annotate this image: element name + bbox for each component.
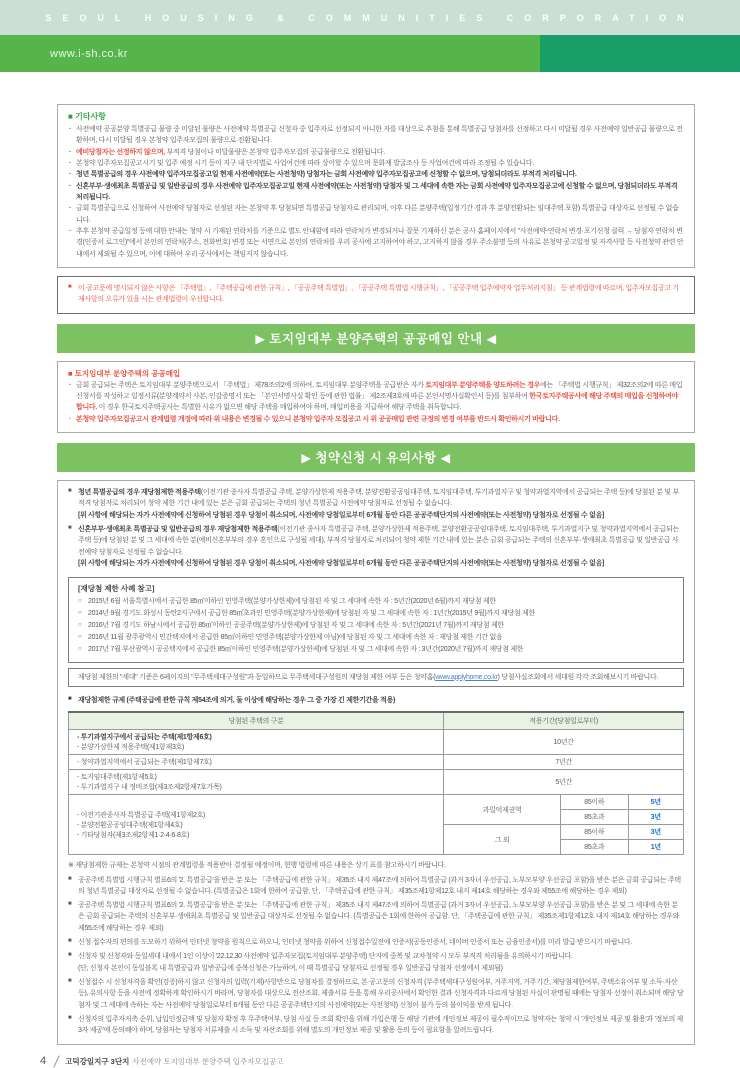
household-note-box [68, 668, 684, 687]
table-cell-period: 5년간 [444, 770, 684, 795]
table-header-category: 당첨된 주택의 구분 [69, 712, 444, 730]
table-cell-size: 85이하 [561, 795, 629, 810]
etc-section-title: ■ 기타사항 [68, 112, 106, 121]
pp-b1-part3: 이 경우 한국토지주택공사는 특별한 사유가 없으면 해당 주택을 매입하여야 하며, 매입비용을 지급하여 해당 주택을 취득합니다. [97, 404, 462, 412]
table-cell-value: 5년 [628, 795, 683, 810]
youth-restriction-rest: (이전기관 종사자 특별공급 주택, 분양가상한제 적용주택, 분양전환공공임대주택, 토지임대주택, 투기과열지구 및 청약과열지역에서 공급되는 주택 등)에 당첨된 분 및 부적격 당첨자로 처리되어 청약 제한 기간 내에 있는 분은 금회 공급되는 주택의 청년 특별공급 사전예약 당첨자로 선정될 수 없습니다. [78, 488, 679, 508]
newlywed-restriction-bullet [68, 524, 684, 558]
table-cell-period: 7년간 [444, 755, 684, 770]
restriction-case-title: [재당첨 제한 사례 참고] [78, 584, 155, 594]
youth-restriction-lead: 청년 특별공급의 경우 재당첨제한 적용주택 [78, 488, 201, 496]
restriction-case-item: ○ 2017년 7월 부산광역시 공공택지에서 공급한 85㎡이하인 민영주택(분양가상한제)에 당첨된 자 및 그 세대에 속한 자 : 3년간(2020년 7월)까지 재당첨 제한 [78, 644, 674, 656]
footer-doc-subtitle: 사전예약 토지임대부 분양주택 입주자모집공고 [132, 1056, 284, 1066]
corporation-name: SEOUL HOUSING & COMMUNITIES CORPORATION [45, 12, 695, 23]
newlywed-restriction-lead: 신혼부부·생애최초 특별공급 및 일반공급의 경우 재당첨제한 적용주택 [78, 525, 278, 533]
duplicate-application-bullet: ■ 신청자 및 신청자와 동일세대 내에서 1인 이상이 '22.12.30 사전예약 입주자모집(토지임대부 분양주택) 단지에 중복 및 교차청약 시 모두 부적격 처리됨을 유의하시기 바랍니다. [68, 951, 684, 962]
restriction-case-item: ○ 2016년 7월 경기도 하남시에서 공급한 85㎡이하인 공공주택(분양가상한제)에 당첨된 자 및 그 세대에 속한 자 : 5년간(2021년 7월)까지 재당첨 제한 [78, 620, 674, 632]
newlywed-restriction-sub: [위 사항에 해당되는 자가 사전예약에 신청하여 당첨된 경우 당첨이 취소되며, 사전예약 당첨일로부터 6개월 동안 다른 공공주택단지의 사전예약(또는 사전청약) 당첨자로 선정될 수 없음] [78, 559, 605, 567]
special-supply-youth-bullet: ■ 공공주택 특별법 시행규칙 별표6의 '2. 특별공급'을 받은 분 또는 「주택공급에 관한 규칙」 제35조 내지 제47조에 의하여 특별공급 (과거 3자녀 우선공급, 노부모부양 우선공급 포함)을 받은 분은 금회 공급되는 주택의 청년 특별공급 대상자로 선정될 수 없습니다. (특별공급은 1회에 한하여 공급함. 단, 「주택공급에 관한 규칙」 제35조제1항제12호 내지 제14호 해당하는 경우와 제55조에 해당하는 경우 제외) [68, 875, 684, 898]
table-row [69, 795, 684, 810]
table-cell-size: 85초과 [561, 810, 629, 825]
table-line: - 분양전환공공임대주택(제1항제4호) [77, 821, 183, 829]
special-supply-newlywed-bullet: ■ 공공주택 특별법 시행규칙 별표6의 '2. 특별공급'을 받은 분 또는 「주택공급에 관한 규칙」 제35조 내지 제47조에 의하여 특별공급 (과거 3자녀 우선공급, 노부모부양 우선공급 포함)을 받은 분 및 그 세대에 속한 분은 금회 공급되는 주택의 신혼부부·생애최초 특별공급 및 일반공급 대상자로 선정될 수 없습니다. (특별공급은 1회에 한하여 공급함. 단, 「주택공급에 관한 규칙」 제35조제1항제12호 내지 제14호 해당하는 경우와 제55조에 해당하는 경우 제외) [68, 900, 684, 934]
header-corporation-band [0, 0, 740, 35]
privacy-consent-bullet: ■ 신청자의 입주자저축 순위, 납입인정금액 및 당첨자 확정 후 무주택여부, 당첨 사실 등 조회 확인을 위해 가입은행 등 해당 기관에 개인정보 제공이 필수적이므로 청약자는 청약 시 '개인정보 제공 및 활용'과 '정보의 제3자 제공'에 동의해야 하며, 당첨자는 당첨자 서류제출 시 소득 및 자산조회를 위해 별도의 개인정보 제공 및 활용 동의 등이 필요함을 알려드립니다. [68, 1014, 684, 1037]
public-purchase-title-text: 토지임대부 분양주택의 공공매입 [74, 368, 181, 378]
table-cell-value: 3년 [628, 825, 683, 840]
newlywed-restriction-rest: (이전기관 종사자 특별공급 주택, 분양가상한제 적용주택, 분양전환공공임대주택, 토지임대주택, 투기과열지구 및 청약과열지역에서 공급되는 주택 등)에 당첨된 분 및 그 세대에 속한 분(예비신혼부부의 경우 혼인으로 구성될 세대), 부적격 당첨자로 처리되어 청약 제한 기간 내에 있는 분은 금회 공급되는 주택의 신혼부부·생애최초 특별공급 및 일반공급 사전예약 당첨자로 선정될 수 없습니다. [78, 525, 679, 556]
application-notice-box [57, 480, 695, 1045]
table-line: - 투기과열지구에서 공급되는 주택(제1항제6호) [77, 734, 212, 742]
household-note-pre: 재당첨 제한의 "세대" 기준은 6페이지의 "무주택세대구성원"과 동일하므로 무주택세대구성원의 재당첨 제한 여부 등은 청약홈( [78, 673, 436, 681]
table-cell-value: 3년 [628, 810, 683, 825]
applyhome-link[interactable]: www.applyhome.co.kr [435, 673, 498, 681]
table-cell-category [69, 730, 444, 755]
duplicate-application-sub: (단, 신청자 본인이 동일블록 내 특별공급과 일반공급에 중복신청은 가능하며, 이 때 특별공급 당첨자로 선정될 경우 일반공급 당첨자 선정에서 제외됨) [78, 964, 503, 972]
youth-restriction-bullet [68, 487, 684, 510]
restriction-case-item: ○ 2015년 6월 서울특별시에서 공급한 85㎡이하인 민영주택(분양가상한제)에 당첨된 자 및 그 세대에 속한 자 : 5년간(2020년 6월)까지 재당첨 제한 [78, 596, 674, 608]
etc-bullet-6: · 금회 특별공급으로 신청하여 사전예약 당첨자로 선정된 자는 본청약 후 당첨되면 특별공급 당첨자로 관리되며, 이후 다른 분양주택(일정기간 경과 후 분양전환되는 임대주택 포함) 특별공급 대상자로 선정될 수 없습니다. [68, 203, 684, 226]
table-row [69, 770, 684, 795]
public-purchase-title: ■ 토지임대부 분양주택의 공공매입 [68, 368, 181, 378]
table-cell-size: 85초과 [561, 840, 629, 855]
table-line: - 기타당첨자(제3조제2항제1·2·4·6·8호) [77, 831, 190, 839]
pp-b1-highlight1: 토지임대부 분양주택을 양도하려는 경우 [425, 381, 541, 389]
etc-bullet-4: · 청년 특별공급의 경우 사전예약 입주자모집공고일 현재 사전예약(또는 사전청약) 당첨자는 금회 사전예약 입주자모집공고에 신청할 수 없으며, 당첨되더라도 부적격 처리됩니다. [68, 169, 684, 180]
table-line: - 이전기관종사자 특별공급 주택(제1항제2호) [77, 811, 206, 819]
etc-bullet-7: · 추후 본청약 공급일정 등에 대한 안내는 청약 시 기재된 연락처를 기준으로 별도 안내함에 따라 연락처가 변경되거나 잘못 기재하신 분은 공사 홈페이지에서 "사전예약-연락처 변경·포기신청 클릭 → 당첨자 연락처 변경(인증서 로그인)"에서 본인의 연락처(주소, 전화번호) 변경 또는 서면으로 본인의 연락처를 우리 공사에 고지하여야 하고, 고지하지 않을 경우 주소불명 등의 사유로 본청약 공고일정 및 자격사항 등 사전청약 관련 안내에서 제외될 수 있으며, 이에 대하여 우리 공사에서는 책임지지 않습니다. [68, 226, 684, 260]
pp-b1-part2: 에는 「주택법 시행규칙」 제32조의2에 따른 매입신청서를 작성하고 일정서류(분양계약서 사본, 인감증명서 또는 「본인서명사실 확인 등에 관한 법률」 제2조제3호에 따른 본인서명사실확인서 등)를 첨부하여 [76, 381, 683, 400]
restriction-case-item: ○ 2016년 11월 광주광역시 민간택지에서 공급한 85㎡이하인 민영주택(분양가상한제 아님)에 당첨된 자 및 그 세대에 속한 자 : 재당첨 제한 기간 없음 [78, 632, 674, 644]
website-url[interactable]: www.i-sh.co.kr [50, 47, 128, 60]
etc-bullet-5: · 신혼부부·생애최초 특별공급 및 일반공급의 경우 사전예약 입주자모집공고일 현재 사전예약(또는 사전청약) 당첨자 및 그 세대에 속한 자는 금회 사전예약 입주자모집공고에 신청할 수 없으며, 당첨되더라도 부적격 처리됩니다. [68, 181, 684, 204]
etc-section-title-text: 기타사항 [75, 112, 106, 121]
footer-doc-title: 고덕강일지구 3단지 [65, 1056, 130, 1066]
table-cell-category [69, 770, 444, 795]
header-green-left [0, 35, 540, 72]
table-line: - 투기과열지구 내 정비조합(제3조제2항제7호가목) [77, 784, 222, 792]
internet-application-bullet: ■ 신청 접수자의 편의를 도모하기 위하여 인터넷 청약을 원칙으로 하오니, 인터넷 청약을 위하여 신청접수일전에 인증서(공동인증서, 네이버 인증서 또는 금융인증서)를 미리 발급 받으시기 바랍니다. [68, 937, 684, 948]
section-banner-public-purchase: ▶ 토지임대부 분양주택의 공공매입 안내 ◀ [57, 324, 695, 353]
footer-divider [53, 1055, 59, 1067]
restriction-case-item: ○ 2014년 9월 경기도 화성시 동탄2지구에서 공급한 85㎡초과인 민영주택(분양가상한제)에 당첨된 자 및 그 세대에 속한 자 : 1년간(2015년 9월)까지 재당첨 제한 [78, 608, 674, 620]
regulation-table-title: ■ 재당첨제한 규제 (주택공급에 관한 규칙 제54조에 의거, 둘 이상에 해당하는 경우 그 중 가장 긴 제한기간을 적용) [68, 695, 684, 706]
table-cell-category [69, 795, 444, 855]
pp-b1-highlight2: 한국토지주택공사에 해당 주택의 매입을 신청하여야 합니다. [76, 392, 679, 412]
etc-section-box [57, 104, 695, 268]
page-content [57, 104, 695, 1045]
table-cell-region: 그 외 [444, 825, 561, 855]
legal-note-box [57, 276, 695, 314]
table-line: - 분양가상한제 적용주택(제1항제3호) [77, 744, 185, 752]
page-footer [40, 1055, 695, 1068]
youth-restriction-sub: [위 사항에 해당되는 자가 사전예약에 신청하여 당첨된 경우 당첨이 취소되며, 사전예약 당첨일로부터 6개월 동안 다른 공공주택단지의 사전예약(또는 사전청약) 당첨자로 선정될 수 없음] [78, 511, 605, 519]
pp-b1-part1: 금회 공급되는 주택은 토지임대부 분양주택으로서 「주택법」 제78조의2에 의하여, 토지임대부 분양주택을 공급받은 자가 [76, 381, 426, 389]
etc-bullet-2 [68, 147, 684, 158]
table-header-row [69, 712, 684, 730]
legal-note-text: ■ 이 공고문에 명시되지 않은 사항은 「주택법」, 「주택공급에 관한 규칙」, 「공공주택 특별법」, 「공공주택 특별법 시행규칙」, 「공공주택 입주예약자 업무처리지침」 등 관계법령에 따르며, 입주자모집공고 기재사항의 오류가 있을 시는 관계법령이 우선합니다. [68, 283, 684, 306]
table-cell-category: - 청약과열지역에서 공급되는 주택(제1항제7호) [69, 755, 444, 770]
section-banner-application-notice: ▶ 청약신청 시 유의사항 ◀ [57, 443, 695, 472]
table-header-period: 적용기간(당첨일로부터) [444, 712, 684, 730]
restriction-case-box [68, 577, 684, 662]
household-note-post: ) 당첨사실조회에서 세대원 각각 조회해보시기 바랍니다. [497, 673, 659, 681]
table-row [69, 730, 684, 755]
table-line: - 토지임대주택(제1항제5호) [77, 774, 157, 782]
header-green-band [0, 35, 740, 72]
etc-bullet-2-highlight: 예비당첨자는 선정하지 않으며, [76, 148, 165, 156]
table-cell-size: 85이하 [561, 825, 629, 840]
etc-bullet-3: · 본청약 입주자모집공고시기 및 입주 예정 시기 등이 지구 내 단지별로 사업여건에 따라 상이할 수 있으며 문화재 발굴조사 등 사업여건에 따라 조정될 수 있습니다. [68, 158, 684, 169]
table-cell-region: 과밀억제권역 [444, 795, 561, 825]
table-footnote: ※ 재당첨제한 규제는 본청약 시점의 관계법령을 적용받아 결정될 예정이며, 현행 법령에 따른 내용은 상기 표를 참고하시기 바랍니다. [68, 862, 446, 870]
table-cell-period: 10년간 [444, 730, 684, 755]
etc-bullet-2-rest: 부적격 당첨이나 미달물량은 본청약 입주자모집의 공급물량으로 전환됩니다. [164, 148, 385, 156]
public-purchase-bullet-2: · 본청약 입주자모집공고시 관계법령 개정에 따라 위 내용은 변경될 수 있으니 본청약 입주자 모집공고 시 위 공공매입 관련 규정의 변경 여부를 반드시 확인하시기 바랍니다. [68, 414, 684, 425]
etc-bullet-1: · 사전예약 공공분양 특별공급 물량 중 미달된 물량은 사전예약 특별공급 신청자 중 입주자로 선정되지 아니한 자를 대상으로 추첨을 통해 특별공급 당첨자를 선정하고 다시 미달될 경우 사전예약 일반공급 물량으로 전환하며, 다시 미달될 경우 본청약 입주자모집의 물량으로 전환됩니다. [68, 124, 684, 147]
public-purchase-bullet-1 [68, 380, 684, 414]
qualification-verify-bullet: ■ 신청접수 시 신청자격을 확인(검증)하지 않고 신청자의 입력(기재)사항만으로 당첨자를 결정하므로, 본 공고문의 신청자격 (무주택세대구성원여부, 거주지역, 거주기간, 재당첨제한여부, 주택소유여부 및 소득·자산 등), 유의사항 등을 사전에 정확하게 확인하시기 바라며, 당첨자를 대상으로 전산조회, 제출서류 등을 통해 우리공사에서 확인한 결과 신청자격과 다르게 당첨된 사실이 판명될 때에는 당첨자 선정이 취소되며 해당 당첨자 및 그 세대에 속하는 자는 사전예약 당첨일로부터 6개월 동안 다른 공공주택단지의 사전예약(또는 사전청약) 신청이 불가 등의 불이익을 받게 됩니다. [68, 977, 684, 1011]
table-row [69, 755, 684, 770]
header-green-right-block [540, 35, 740, 72]
page-number: 4 [40, 1055, 47, 1068]
rewin-restriction-table [68, 711, 684, 855]
table-cell-value: 1년 [628, 840, 683, 855]
public-purchase-box [57, 361, 695, 433]
